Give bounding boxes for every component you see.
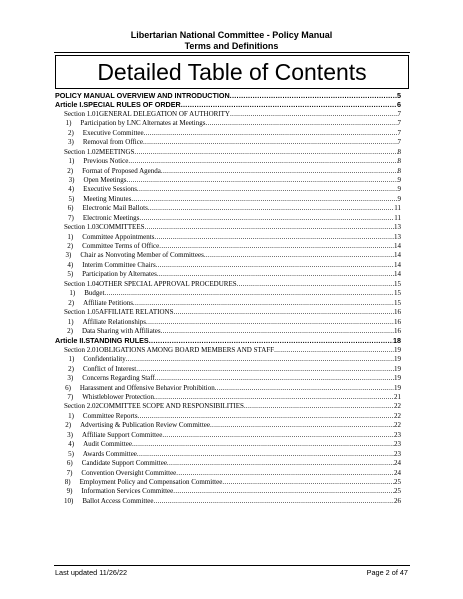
toc-entry-number: 2) bbox=[68, 364, 74, 373]
toc-entry-item[interactable] bbox=[55, 384, 401, 393]
dot-leader bbox=[133, 299, 394, 308]
toc-entry-label: Removal from Office bbox=[82, 138, 143, 147]
toc-entry-label: Participation by Alternates bbox=[82, 270, 157, 279]
dot-leader bbox=[204, 251, 394, 260]
toc-entry-item[interactable] bbox=[55, 393, 401, 402]
toc-entry-item[interactable] bbox=[55, 497, 401, 506]
toc-entry-page: 6 bbox=[397, 100, 401, 110]
toc-entry-item[interactable] bbox=[55, 214, 401, 223]
dot-leader bbox=[131, 195, 397, 204]
toc-entry-label: Convention Oversight Committee bbox=[81, 468, 177, 477]
toc-entry-page: 23 bbox=[394, 430, 401, 439]
toc-entry-number: Article I. bbox=[55, 100, 84, 110]
dot-leader bbox=[210, 421, 394, 430]
toc-entry-label: Awards Committee bbox=[82, 449, 137, 458]
dot-leader bbox=[161, 167, 398, 176]
toc-entry-page: 19 bbox=[394, 383, 401, 392]
toc-entry-number: Section 1.02 bbox=[64, 147, 99, 156]
toc-entry-sec[interactable] bbox=[55, 308, 401, 317]
toc-entry-label: COMMITTEE SCOPE AND RESPONSIBILITIES bbox=[99, 402, 244, 411]
dot-leader bbox=[173, 308, 394, 317]
dot-leader bbox=[104, 289, 394, 298]
table-of-contents bbox=[55, 91, 401, 506]
toc-entry-item[interactable] bbox=[55, 487, 401, 496]
toc-entry-label: Advertising & Publication Review Committee bbox=[80, 421, 210, 430]
toc-entry-item[interactable] bbox=[55, 261, 401, 270]
toc-entry-page: 26 bbox=[394, 496, 401, 505]
dot-leader bbox=[143, 138, 398, 147]
footer-last-updated: Last updated 11/26/22 bbox=[55, 568, 128, 577]
toc-entry-page: 22 bbox=[394, 411, 401, 420]
toc-entry-number: 1) bbox=[65, 119, 72, 128]
dot-leader bbox=[148, 204, 394, 213]
toc-entry-page: 19 bbox=[394, 364, 401, 373]
toc-entry-page: 25 bbox=[394, 477, 401, 486]
toc-entry-page: 19 bbox=[394, 374, 401, 383]
dot-leader bbox=[137, 450, 394, 459]
toc-entry-item[interactable] bbox=[55, 204, 401, 213]
toc-entry-item[interactable] bbox=[55, 233, 401, 242]
toc-entry-item[interactable] bbox=[55, 374, 401, 383]
toc-entry-label: SPECIAL RULES OF ORDER bbox=[83, 100, 181, 110]
toc-entry-item[interactable] bbox=[55, 289, 401, 298]
dot-leader bbox=[181, 100, 397, 109]
toc-entry-page: 7 bbox=[397, 138, 401, 147]
dot-leader bbox=[161, 327, 394, 336]
toc-entry-page: 24 bbox=[394, 468, 401, 477]
toc-entry-number: 3) bbox=[65, 251, 72, 260]
dot-leader bbox=[132, 440, 394, 449]
toc-entry-label: MEETINGS bbox=[99, 147, 135, 156]
toc-entry-label: Meeting Minutes bbox=[83, 194, 132, 203]
dot-leader bbox=[149, 336, 393, 345]
toc-entry-number: 9) bbox=[66, 487, 73, 496]
dot-leader bbox=[157, 270, 394, 279]
toc-entry-label: Whistleblower Protection bbox=[82, 393, 154, 401]
page-title: Detailed Table of Contents bbox=[97, 59, 367, 85]
toc-entry-label: Affiliate Relationships bbox=[82, 317, 147, 326]
toc-entry-item[interactable] bbox=[55, 138, 401, 147]
toc-entry-page: 16 bbox=[394, 317, 401, 326]
toc-entry-number: 6) bbox=[65, 383, 71, 392]
toc-entry-number: 3) bbox=[68, 175, 75, 184]
toc-entry-page: 8 bbox=[397, 157, 401, 166]
toc-entry-page: 13 bbox=[394, 223, 401, 232]
toc-entry-item[interactable] bbox=[55, 251, 401, 260]
toc-entry-page: 7 bbox=[397, 128, 401, 137]
dot-leader bbox=[215, 384, 394, 393]
toc-entry-number: 7) bbox=[68, 213, 74, 222]
toc-entry-page: 9 bbox=[397, 185, 401, 194]
toc-entry-number: 10) bbox=[64, 496, 74, 505]
dot-leader bbox=[176, 469, 394, 478]
dot-leader bbox=[126, 176, 397, 185]
dot-leader bbox=[222, 478, 394, 487]
toc-entry-label: Electronic Meetings bbox=[82, 213, 140, 222]
toc-entry-label: OBLIGATIONS AMONG BOARD MEMBERS AND STAFF bbox=[99, 345, 275, 354]
toc-entry-number: 2) bbox=[68, 298, 75, 307]
toc-entry-item[interactable] bbox=[55, 365, 401, 374]
dot-leader bbox=[230, 110, 398, 119]
toc-entry-number: 2) bbox=[67, 242, 74, 250]
toc-entry-page: 9 bbox=[397, 175, 401, 184]
toc-entry-label: Affiliate Support Committee bbox=[81, 430, 163, 439]
dot-leader bbox=[146, 318, 394, 327]
toc-entry-item[interactable] bbox=[55, 421, 401, 430]
toc-entry-number: Section 1.04 bbox=[64, 279, 99, 288]
toc-entry-item[interactable] bbox=[55, 185, 401, 194]
dot-leader bbox=[154, 497, 395, 506]
toc-entry-label: OTHER SPECIAL APPROVAL PROCEDURES bbox=[99, 279, 237, 288]
toc-entry-label: STANDING RULES bbox=[85, 336, 149, 346]
toc-entry-number: Article II. bbox=[55, 336, 86, 346]
toc-entry-item[interactable] bbox=[55, 195, 401, 204]
header-rule bbox=[54, 52, 410, 53]
toc-entry-number: 5) bbox=[68, 449, 74, 458]
toc-entry-page: 18 bbox=[393, 336, 401, 346]
toc-entry-item[interactable] bbox=[55, 318, 401, 327]
toc-entry-item[interactable] bbox=[55, 242, 401, 251]
toc-entry-label: Executive Sessions bbox=[83, 185, 137, 194]
running-header-title: Libertarian National Committee - Policy Manual bbox=[130, 30, 333, 40]
toc-entry-label: Executive Committee bbox=[82, 128, 144, 137]
toc-entry-number: 4) bbox=[68, 185, 75, 194]
toc-entry-page: 21 bbox=[394, 393, 401, 401]
toc-entry-page: 16 bbox=[394, 326, 401, 335]
toc-entry-label: GENERAL DELEGATION OF AUTHORITY bbox=[99, 109, 230, 118]
toc-entry-page: 14 bbox=[394, 251, 401, 260]
toc-entry-art[interactable] bbox=[55, 100, 401, 109]
toc-entry-item[interactable] bbox=[55, 469, 401, 478]
dot-leader bbox=[156, 261, 394, 270]
dot-leader bbox=[274, 346, 394, 355]
toc-entry-label: Information Services Committee bbox=[81, 487, 174, 496]
toc-entry-page: 8 bbox=[397, 166, 401, 175]
toc-entry-page: 9 bbox=[397, 194, 401, 203]
toc-entry-page: 16 bbox=[394, 308, 401, 317]
dot-leader bbox=[136, 365, 394, 374]
toc-entry-page: 11 bbox=[394, 204, 401, 213]
toc-entry-label: Audit Committee bbox=[83, 440, 132, 449]
dot-leader bbox=[154, 233, 394, 242]
footer-page-number: Page 2 of 47 bbox=[366, 568, 408, 577]
toc-entry-number: 5) bbox=[68, 194, 75, 203]
toc-entry-sec[interactable] bbox=[55, 280, 401, 289]
title-box bbox=[55, 55, 409, 89]
toc-entry-page: 14 bbox=[394, 270, 401, 279]
toc-entry-page: 15 bbox=[394, 289, 401, 298]
toc-entry-page: 8 bbox=[397, 147, 401, 156]
toc-entry-page: 24 bbox=[394, 459, 401, 468]
toc-entry-label: Confidentiality bbox=[83, 355, 126, 364]
dot-leader bbox=[155, 374, 394, 383]
toc-entry-page: 15 bbox=[394, 298, 401, 307]
toc-entry-sec[interactable] bbox=[55, 223, 401, 232]
toc-entry-label: Previous Notice bbox=[83, 157, 129, 166]
toc-entry-page: 14 bbox=[394, 242, 401, 250]
toc-entry-page: 23 bbox=[394, 449, 401, 458]
toc-entry-number: 5) bbox=[67, 270, 74, 279]
toc-entry-label: Committee Appointments bbox=[82, 232, 155, 241]
toc-entry-number: 2) bbox=[67, 166, 74, 175]
toc-entry-item[interactable] bbox=[55, 119, 401, 128]
toc-entry-number: 2) bbox=[67, 128, 74, 137]
toc-entry-item[interactable] bbox=[55, 129, 401, 138]
toc-entry-sec[interactable] bbox=[55, 402, 401, 411]
toc-entry-page: 19 bbox=[394, 355, 401, 364]
toc-entry-number: 1) bbox=[67, 317, 74, 326]
toc-entry-label: Committee Terms of Office bbox=[82, 242, 160, 250]
toc-entry-number: 1) bbox=[68, 411, 74, 420]
toc-entry-art[interactable] bbox=[55, 336, 401, 345]
toc-entry-page: 25 bbox=[394, 487, 401, 496]
toc-entry-page: 14 bbox=[394, 260, 401, 269]
toc-entry-label: Candidate Support Committee bbox=[81, 459, 167, 468]
toc-entry-item[interactable] bbox=[55, 459, 401, 468]
toc-entry-label: Committee Reports bbox=[82, 411, 138, 420]
toc-entry-item[interactable] bbox=[55, 478, 401, 487]
toc-entry-label: Conflict of Interest bbox=[82, 364, 137, 373]
toc-entry-number: 6) bbox=[66, 459, 73, 468]
toc-entry-sec[interactable] bbox=[55, 346, 401, 355]
dot-leader bbox=[138, 412, 394, 421]
dot-leader bbox=[237, 280, 394, 289]
toc-entry-number: 6) bbox=[67, 204, 74, 213]
toc-entry-number: 3) bbox=[67, 430, 73, 439]
toc-entry-label: POLICY MANUAL OVERVIEW AND INTRODUCTION bbox=[55, 91, 230, 100]
toc-entry-page: 23 bbox=[394, 440, 401, 449]
toc-entry-sec[interactable] bbox=[55, 110, 401, 119]
toc-entry-number: 4) bbox=[67, 260, 74, 269]
toc-entry-number: 7) bbox=[67, 393, 74, 401]
toc-entry-item[interactable] bbox=[55, 327, 401, 336]
toc-entry-number: 1) bbox=[68, 157, 75, 166]
dot-leader bbox=[145, 223, 395, 232]
dot-leader bbox=[128, 157, 397, 166]
toc-entry-item[interactable] bbox=[55, 270, 401, 279]
toc-entry-number: Section 2.02 bbox=[64, 402, 99, 411]
toc-entry-label: Budget bbox=[84, 289, 105, 298]
toc-entry-label: Interim Committee Chairs bbox=[82, 260, 156, 269]
toc-entry-page: 19 bbox=[394, 345, 401, 354]
dot-leader bbox=[173, 487, 394, 496]
toc-entry-item[interactable] bbox=[55, 157, 401, 166]
toc-entry-number: 1) bbox=[67, 232, 74, 241]
toc-entry-number: Section 2.01 bbox=[64, 345, 99, 354]
dot-leader bbox=[126, 355, 394, 364]
dot-leader bbox=[144, 129, 398, 138]
dot-leader bbox=[137, 185, 398, 194]
dot-leader bbox=[244, 402, 394, 411]
dot-leader bbox=[205, 119, 397, 128]
toc-entry-number: Section 1.05 bbox=[64, 308, 99, 317]
toc-entry-page: 11 bbox=[394, 213, 401, 222]
toc-entry-page: 5 bbox=[397, 91, 401, 100]
toc-entry-page: 22 bbox=[394, 402, 401, 411]
toc-entry-label: Harassment and Offensive Behavior Prohibition bbox=[79, 383, 215, 392]
toc-entry-number: 1) bbox=[68, 355, 75, 364]
toc-entry-label: Affiliate Petitions bbox=[83, 298, 133, 307]
toc-entry-label: Electronic Mail Ballots bbox=[82, 204, 148, 213]
toc-entry-item[interactable] bbox=[55, 167, 401, 176]
toc-entry-item[interactable] bbox=[55, 412, 401, 421]
dot-leader bbox=[167, 459, 394, 468]
toc-entry-item[interactable] bbox=[55, 450, 401, 459]
toc-entry-number: Section 1.03 bbox=[64, 223, 99, 232]
dot-leader bbox=[154, 393, 394, 402]
toc-entry-page: 22 bbox=[394, 421, 401, 430]
toc-entry-page: 15 bbox=[394, 279, 401, 288]
toc-entry-number: 3) bbox=[67, 374, 74, 383]
toc-entry-label: Employment Policy and Compensation Committee bbox=[79, 477, 223, 486]
dot-leader bbox=[162, 431, 394, 440]
toc-entry-page: 7 bbox=[397, 119, 401, 128]
toc-entry-main[interactable] bbox=[55, 91, 401, 100]
toc-entry-label: Open Meetings bbox=[83, 175, 127, 184]
toc-entry-number: 7) bbox=[66, 468, 73, 477]
toc-entry-label: Data Sharing with Affiliates bbox=[82, 326, 161, 335]
toc-entry-item[interactable] bbox=[55, 176, 401, 185]
toc-entry-item[interactable] bbox=[55, 299, 401, 308]
toc-entry-number: 4) bbox=[68, 440, 75, 449]
dot-leader bbox=[159, 242, 394, 251]
toc-entry-number: 2) bbox=[67, 326, 74, 335]
running-header-subtitle: Terms and Definitions bbox=[184, 41, 279, 51]
toc-entry-item[interactable] bbox=[55, 440, 401, 449]
toc-entry-number: Section 1.01 bbox=[64, 109, 99, 118]
toc-entry-label: Participation by LNC Alternates at Meetings bbox=[80, 119, 206, 128]
toc-entry-number: 3) bbox=[67, 138, 74, 147]
toc-entry-item[interactable] bbox=[55, 355, 401, 364]
toc-entry-label: Chair as Nonvoting Member of Committees bbox=[80, 251, 204, 260]
toc-entry-item[interactable] bbox=[55, 431, 401, 440]
dot-leader bbox=[139, 214, 394, 223]
toc-entry-label: Concerns Regarding Staff bbox=[82, 374, 155, 383]
dot-leader bbox=[134, 148, 397, 157]
toc-entry-label: COMMITTEES bbox=[99, 223, 145, 232]
toc-entry-page: 13 bbox=[394, 232, 401, 241]
toc-entry-number: 2) bbox=[65, 421, 72, 430]
footer-rule bbox=[54, 565, 410, 566]
toc-entry-page: 7 bbox=[397, 109, 401, 118]
toc-entry-number: 8) bbox=[64, 477, 71, 486]
dot-leader bbox=[230, 91, 397, 100]
toc-entry-number: 1) bbox=[69, 289, 76, 298]
toc-entry-label: Format of Proposed Agenda bbox=[82, 166, 161, 175]
toc-entry-sec[interactable] bbox=[55, 148, 401, 157]
toc-entry-label: AFFILIATE RELATIONS bbox=[99, 308, 174, 317]
toc-entry-label: Ballot Access Committee bbox=[82, 496, 154, 505]
